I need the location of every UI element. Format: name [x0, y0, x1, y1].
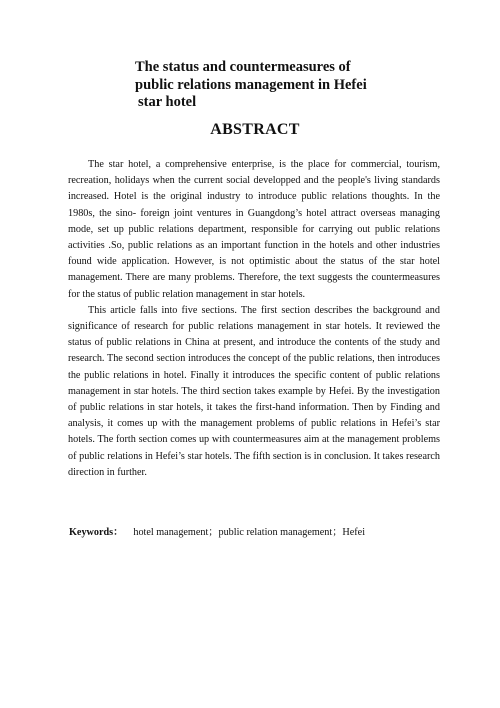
abstract-heading-text: ABSTRACT: [210, 121, 300, 138]
title-line-1: The status and countermeasures of: [135, 59, 351, 75]
keywords-line: [69, 526, 365, 540]
abstract-paragraph-1: The star hotel, a comprehensive enterprise, is the place for commercial, tourism, recreation, holidays when the current social developped and the people's living standards increased. Hotel is the original industry to introduce public relations thoughts. In the 1980s, the sino- foreign joint ventures in Guangdong’s hotel attract overseas managing mode, set up public relations department, responsible for carrying out public relations activities .So, public relations as an important function in the hotels and other industries found wide application. However, is not optimistic about the status of the star hotel management. There are many problems. Therefore, the text suggests the countermeasures for the status of public relation management in star hotels.: [68, 159, 440, 300]
keywords-value: hotel management；public relation management；Hefei: [133, 527, 366, 538]
paper-title: [135, 59, 435, 112]
abstract-paragraph-2: This article falls into five sections. The first section describes the background and significance of research for public relations management in star hotels. It reviewed the status of public relations in China at present, and introduce the contents of the study and research. The second section introduces the concept of the public relations, then introduces the public relations in hotel. Finally it introduces the specific content of public relations management in star hotels. The third section takes example by Hefei. By the investigation of public relations in star hotels, it takes the first-hand information. Then by Finding and analysis, it comes up with the management problems of public relations in Hefei’s star hotels. The forth section comes up with countermeasures aim at the management problems of public relations in Hefei’s star hotels. The fifth section is in conclusion. It takes research direction in further.: [68, 304, 440, 478]
keywords-label: Keywords：: [69, 527, 124, 538]
title-line-3: star hotel: [138, 94, 197, 110]
abstract-heading: [0, 120, 500, 140]
abstract-body: [68, 157, 440, 481]
title-line-2: public relations management in Hefei: [135, 76, 367, 93]
